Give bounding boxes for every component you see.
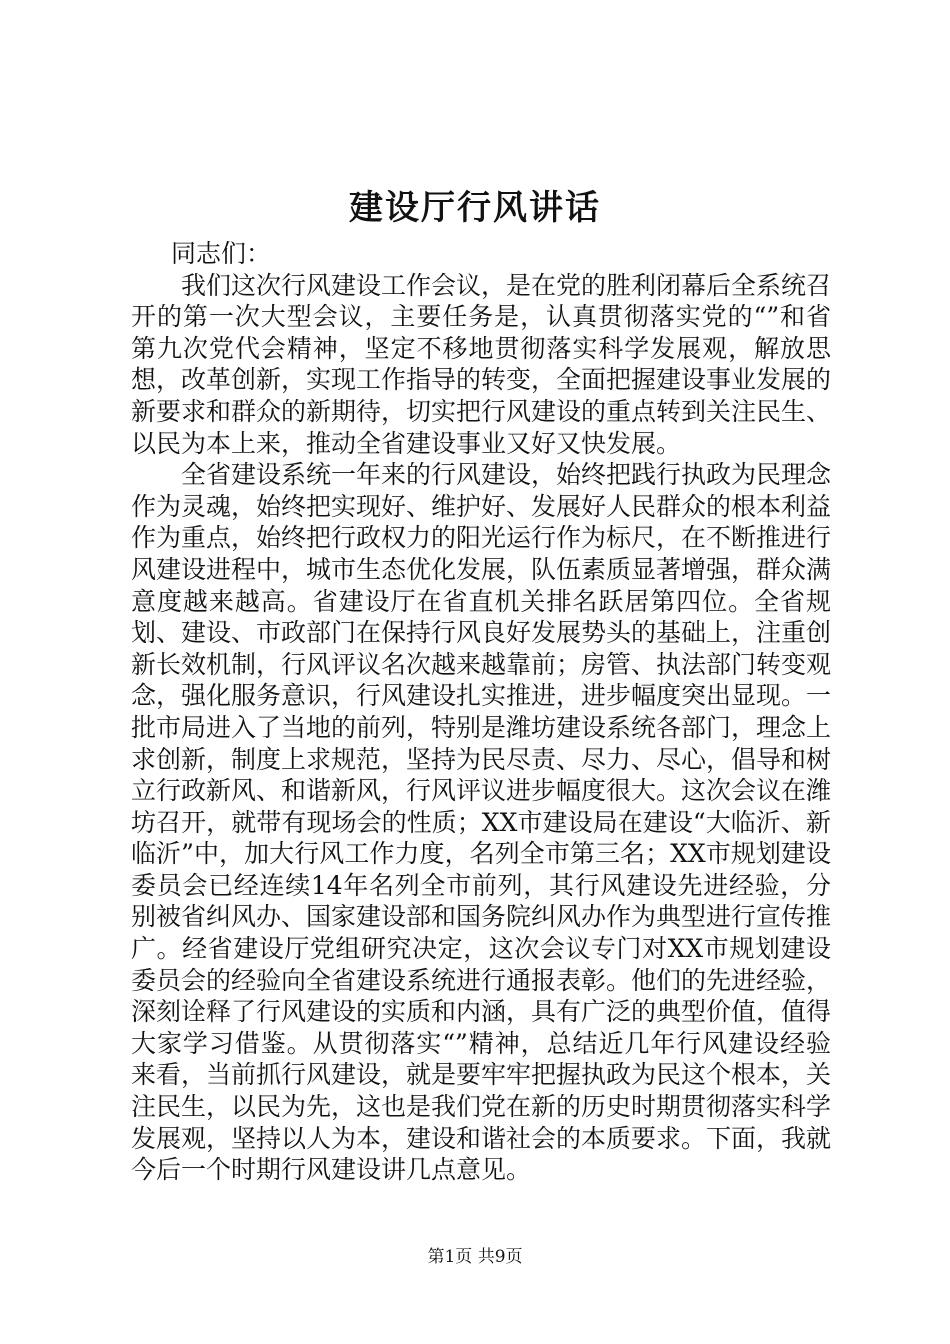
paragraph-2: 全省建设系统一年来的行风建设，始终把践行执政为民理念作为灵魂，始终把实现好、维护好、发展好人民群众的根本利益作为重点，始终把行政权力的阳光运行作为标尺，在不断推进行风建设进程中，城市生态优化发展，队伍素质显著增强，群众满意度越来越高。省建设厅在省直机关排名跃居第四位。全省规划、建设、市政部门在保持行风良好发展势头的基础上，注重创新长效机制，行风评议名次越来越靠前；房管、执法部门转变观念，强化服务意识，行风建设扎实推进，进步幅度突出显现。一批市局进入了当地的前列，特别是潍坊建设系统各部门，理念上求创新，制度上求规范，坚持为民尽责、尽力、尽心，倡导和树立行政新风、和谐新风，行风评议进步幅度很大。这次会议在潍坊召开，就带有现场会的性质；XX市建设局在建设“大临沂、新临沂”中，加大行风工作力度，名列全市第三名；XX市规划建设委员会已经连续14年名列全市前列，其行风建设先进经验，分别被省纠风办、国家建设部和国务院纠风办作为典型进行宣传推广。经省建设厅党组研究决定，这次会议专门对XX市规划建设委员会的经验向全省建设系统进行通报表彰。他们的先进经验，深刻诠释了行风建设的实质和内涵，具有广泛的典型价值，值得大家学习借鉴。从贯彻落实“”精神，总结近几年行风建设经验来看，当前抓行风建设，就是要牢牢把握执政为民这个根本，关注民生，以民为先，这也是我们党在新的历史时期贯彻落实科学发展观，坚持以人为本，建设和谐社会的本质要求。下面，我就今后一个时期行风建设讲几点意见。 — [131, 460, 832, 1185]
page-number-footer: 第1页 共9页 — [427, 1247, 523, 1267]
paragraph-1: 我们这次行风建设工作会议，是在党的胜利闭幕后全系统召开的第一次大型会议，主要任务是，认真贯彻落实党的“”和省第九次党代会精神，坚定不移地贯彻落实科学发展观，解放思想，改革创新，实现工作指导的转变，全面把握建设事业发展的新要求和群众的新期待，切实把行风建设的重点转到关注民生、以民为本上来，推动全省建设事业又好又快发展。 — [131, 270, 832, 458]
document-title: 建设厅行风讲话 — [349, 188, 601, 228]
document-body — [131, 238, 831, 1186]
salutation: 同志们： — [171, 239, 272, 268]
